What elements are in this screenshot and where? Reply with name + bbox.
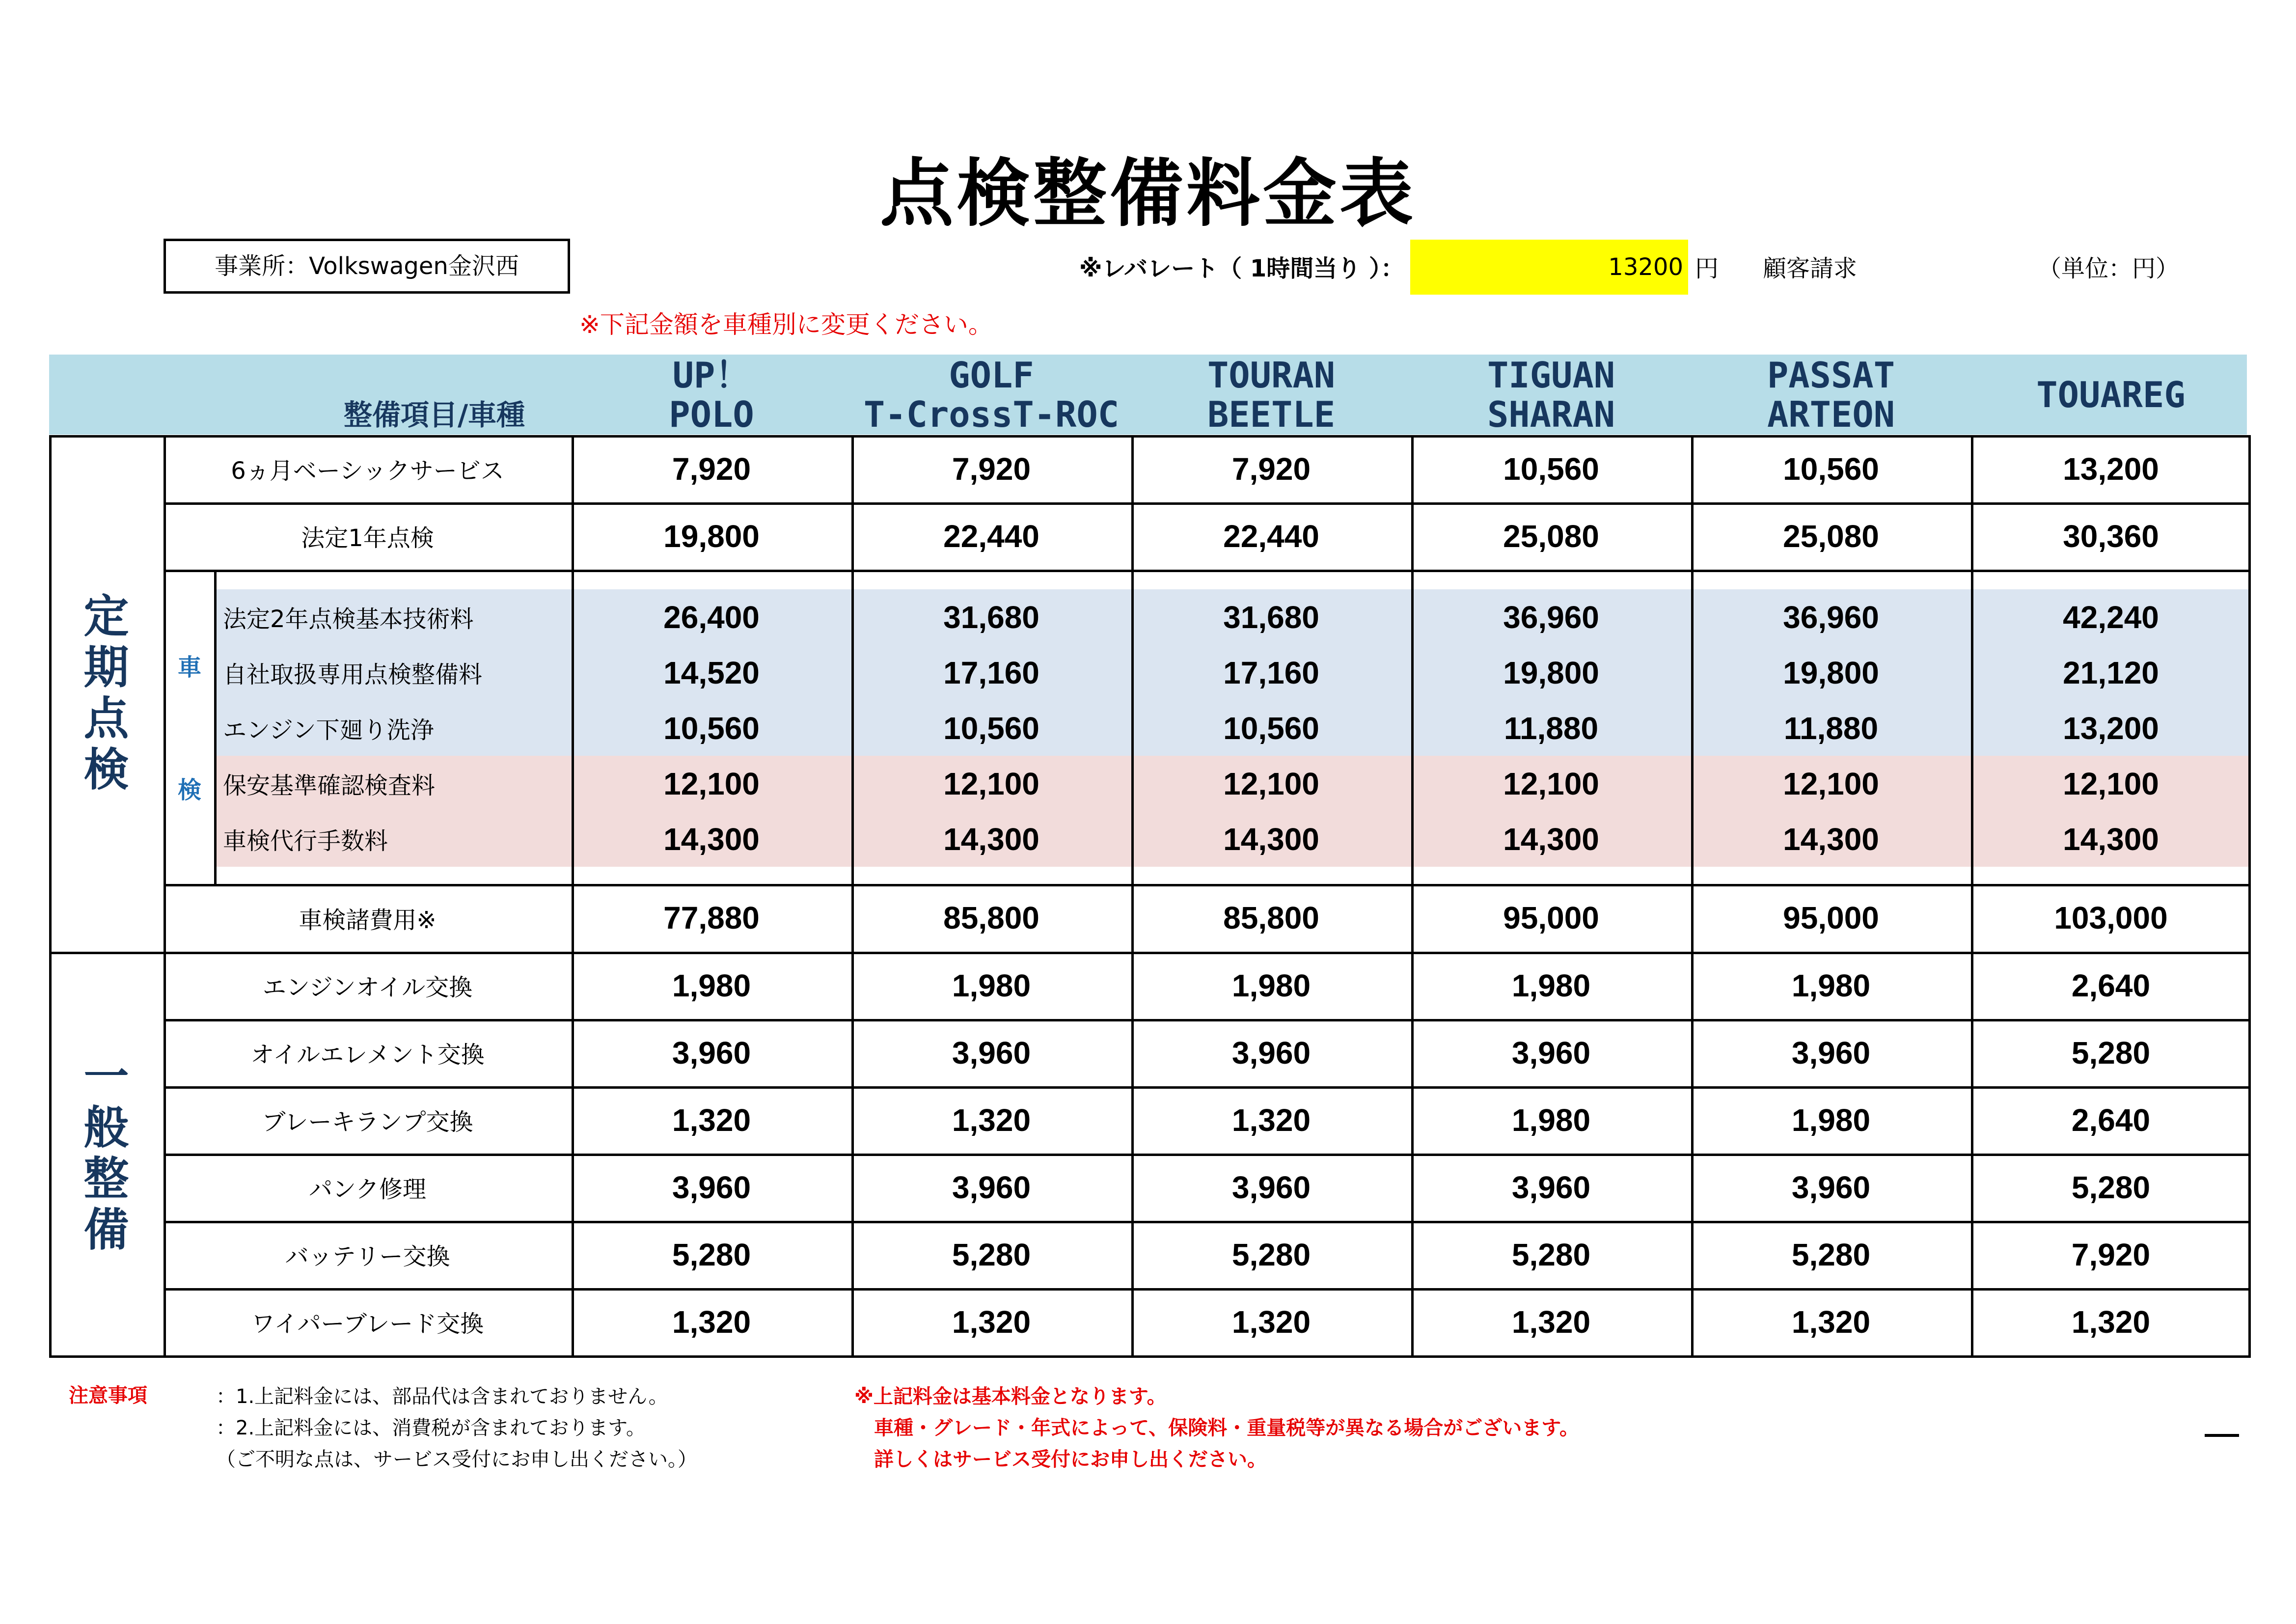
- header-item-label: 整備項目/車種: [344, 398, 525, 432]
- model-name-line1: UP！: [672, 354, 751, 396]
- grid-line: [164, 884, 2251, 886]
- price-cell: 3,960: [1511, 1169, 1591, 1205]
- price-cell: 1,980: [1511, 1102, 1591, 1138]
- price-cell: 17,160: [943, 655, 1039, 690]
- price-cell: 1,320: [1791, 1304, 1871, 1340]
- price-cell: 19,800: [1783, 655, 1879, 690]
- price-cell: 5,280: [952, 1237, 1031, 1272]
- row-label-s4: 保安基準確認検査料: [223, 772, 436, 799]
- category-char: 整: [83, 1153, 129, 1205]
- price-cell: 95,000: [1503, 900, 1599, 936]
- price-cell: 1,980: [1231, 967, 1311, 1003]
- price-cell: 12,100: [1223, 766, 1319, 801]
- price-cell: 1,980: [1791, 1102, 1871, 1138]
- unit-label: （単位：円）: [2038, 255, 2180, 282]
- price-cell: 12,100: [1503, 766, 1599, 801]
- grid-line: [2248, 435, 2251, 1355]
- price-cell: 42,240: [2063, 599, 2159, 635]
- category-char: 般: [83, 1101, 129, 1154]
- price-cell: 12,100: [663, 766, 760, 801]
- note-line: ※上記料金は基本料金となります。: [854, 1385, 1167, 1408]
- price-cell: 1,980: [1791, 967, 1871, 1003]
- model-name-line2: POLO: [669, 393, 754, 435]
- price-cell: 3,960: [1231, 1035, 1311, 1071]
- price-cell: 3,960: [1791, 1035, 1871, 1071]
- price-cell: 85,800: [943, 900, 1039, 936]
- price-cell: 14,300: [1503, 821, 1599, 857]
- price-cell: 25,080: [1783, 518, 1879, 554]
- row-label-g5: バッテリー交換: [285, 1243, 450, 1270]
- note-line: 詳しくはサービス受付にお申し出ください。: [854, 1448, 1267, 1471]
- note-line: （ご不明な点は、サービス受付にお申し出ください。）: [216, 1448, 697, 1471]
- price-cell: 3,960: [1791, 1169, 1871, 1205]
- category-char: 点: [83, 692, 129, 745]
- row-label-g2: オイルエレメント交換: [250, 1041, 485, 1069]
- notes-title: 注意事項: [69, 1384, 147, 1407]
- note-line: ：2.上記料金には、消費税が含まれております。: [216, 1417, 646, 1439]
- grid-line: [49, 1355, 2251, 1358]
- price-cell: 14,520: [663, 655, 760, 690]
- price-cell: 95,000: [1783, 900, 1879, 936]
- price-cell: 22,440: [943, 518, 1039, 554]
- price-cell: 1,320: [952, 1304, 1031, 1340]
- price-cell: 5,280: [2071, 1169, 2151, 1205]
- office-name: 事業所：Volkswagen金沢西: [164, 239, 570, 294]
- price-cell: 3,960: [952, 1035, 1031, 1071]
- price-cell: 3,960: [672, 1169, 751, 1205]
- note-line: 車種・グレード・年式によって、保険料・重量税等が異なる場合がございます。: [854, 1417, 1579, 1439]
- price-cell: 7,920: [672, 451, 751, 487]
- price-cell: 14,300: [663, 821, 760, 857]
- grid-line: [851, 435, 854, 1355]
- grid-line: [164, 570, 2251, 572]
- price-cell: 17,160: [1223, 655, 1319, 690]
- price-cell: 7,920: [952, 451, 1031, 487]
- price-cell: 31,680: [1223, 599, 1319, 635]
- grid-line: [49, 435, 2251, 438]
- row-label-s1: 法定2年点検基本技術料: [223, 606, 474, 633]
- grid-line: [572, 435, 574, 1355]
- header-model-2: [851, 355, 1131, 435]
- price-cell: 10,560: [663, 710, 760, 746]
- price-cell: 3,960: [952, 1169, 1031, 1205]
- price-cell: 13,200: [2063, 451, 2159, 487]
- header-model-1: [572, 355, 851, 435]
- row-label-g3: ブレーキランプ交換: [262, 1108, 473, 1136]
- price-cell: 12,100: [943, 766, 1039, 801]
- warning-text: ※下記金額を車種別に変更ください。: [579, 310, 993, 339]
- price-cell: 26,400: [663, 599, 760, 635]
- header-model-6: [1971, 355, 2251, 435]
- price-cell: 19,800: [1503, 655, 1599, 690]
- price-cell: 14,300: [1223, 821, 1319, 857]
- row-label-g1: エンジンオイル交換: [262, 974, 473, 1001]
- model-name-line1: TIGUAN: [1487, 354, 1615, 396]
- row-label-s5: 車検代行手数料: [223, 827, 388, 855]
- model-name-line1: TOUAREG: [2036, 374, 2186, 415]
- row-label-g4: パンク修理: [308, 1176, 427, 1203]
- row-label-r1y: 法定1年点検: [301, 524, 434, 552]
- price-cell: 85,800: [1223, 900, 1319, 936]
- price-cell: 1,980: [1511, 967, 1591, 1003]
- price-cell: 5,280: [2071, 1035, 2151, 1071]
- price-cell: 12,100: [1783, 766, 1879, 801]
- price-cell: 10,560: [1783, 451, 1879, 487]
- price-cell: 11,880: [1503, 710, 1599, 746]
- row-label-fees: 車検諸費用※: [299, 906, 437, 934]
- price-cell: 1,320: [672, 1102, 751, 1138]
- grid-line: [49, 435, 52, 1355]
- price-cell: 14,300: [2063, 821, 2159, 857]
- row-label-r6m: 6ヵ月ベーシックサービス: [231, 457, 504, 485]
- price-cell: 22,440: [1223, 518, 1319, 554]
- price-cell: 1,320: [2071, 1304, 2151, 1340]
- note-line: ：1.上記料金には、部品代は含まれておりません。: [216, 1385, 668, 1408]
- price-cell: 3,960: [1511, 1035, 1591, 1071]
- grid-line: [1411, 435, 1414, 1355]
- price-cell: 19,800: [663, 518, 760, 554]
- model-name-line2: ARTEON: [1767, 393, 1895, 435]
- grid-line: [164, 502, 2251, 505]
- price-cell: 3,960: [1231, 1169, 1311, 1205]
- category-char: 検: [83, 743, 129, 796]
- notes-left: [216, 1381, 697, 1475]
- header-model-5: [1691, 355, 1971, 435]
- price-cell: 5,280: [1231, 1237, 1311, 1272]
- price-cell: 1,980: [672, 967, 751, 1003]
- row-label-s2: 自社取扱専用点検整備料: [223, 661, 483, 688]
- grid-line: [164, 1019, 2251, 1021]
- price-cell: 1,980: [952, 967, 1031, 1003]
- grid-line: [214, 570, 217, 884]
- grid-line: [1691, 435, 1694, 1355]
- grid-line: [1131, 435, 1134, 1355]
- model-name-line1: PASSAT: [1767, 354, 1895, 396]
- row-label-s3: エンジン下廻り洗浄: [223, 716, 434, 744]
- price-cell: 36,960: [1503, 599, 1599, 635]
- category-char: 一: [83, 1050, 129, 1103]
- grid-line: [1971, 435, 1973, 1355]
- price-cell: 3,960: [672, 1035, 751, 1071]
- price-cell: 5,280: [672, 1237, 751, 1272]
- page-title: 点検整備料金表: [879, 151, 1416, 237]
- category-teiki-tenken: [49, 435, 164, 952]
- grid-line: [164, 435, 166, 1355]
- price-cell: 14,300: [943, 821, 1039, 857]
- price-cell: 10,560: [1503, 451, 1599, 487]
- price-cell: 11,880: [1783, 710, 1879, 746]
- price-cell: 77,880: [663, 900, 760, 936]
- price-cell: 21,120: [2063, 655, 2159, 690]
- grid-line: [164, 1154, 2251, 1156]
- category-shaken-2: 検: [177, 776, 201, 804]
- price-cell: 12,100: [2063, 766, 2159, 801]
- price-cell: 2,640: [2071, 1102, 2151, 1138]
- model-name-line1: TOURAN: [1207, 354, 1336, 396]
- row-label-g6: ワイパーブレード交換: [251, 1310, 484, 1338]
- price-cell: 30,360: [2063, 518, 2159, 554]
- header-model-3: [1131, 355, 1411, 435]
- category-char: 期: [83, 641, 129, 694]
- notes-right: [854, 1381, 1579, 1475]
- price-cell: 10,560: [943, 710, 1039, 746]
- model-name-line2: T-CrossT-ROC: [863, 393, 1120, 435]
- category-ippan-seibi: [49, 952, 164, 1355]
- category-shaken-1: 車: [177, 654, 201, 681]
- price-cell: 13,200: [2063, 710, 2159, 746]
- price-cell: 10,560: [1223, 710, 1319, 746]
- price-cell: 1,320: [1231, 1304, 1311, 1340]
- model-name-line2: SHARAN: [1487, 393, 1615, 435]
- price-cell: 2,640: [2071, 967, 2151, 1003]
- price-cell: 1,320: [1511, 1304, 1591, 1340]
- labor-rate-unit: 円: [1695, 255, 1719, 282]
- price-cell: 5,280: [1511, 1237, 1591, 1272]
- labor-rate-label: ※レバレート（ 1時間当り ）：: [1079, 255, 1404, 282]
- category-char: 備: [83, 1204, 129, 1256]
- price-cell: 36,960: [1783, 599, 1879, 635]
- grid-line: [164, 1221, 2251, 1223]
- grid-line: [164, 952, 2251, 954]
- price-cell: 31,680: [943, 599, 1039, 635]
- price-cell: 1,320: [672, 1304, 751, 1340]
- category-char: 定: [83, 590, 129, 643]
- price-cell: 7,920: [2071, 1237, 2151, 1272]
- grid-line: [164, 1086, 2251, 1089]
- labor-rate-note: 顧客請求: [1763, 255, 1858, 282]
- dash-mark: [2205, 1434, 2239, 1437]
- price-cell: 1,320: [1231, 1102, 1311, 1138]
- price-cell: 14,300: [1783, 821, 1879, 857]
- price-cell: 103,000: [2054, 900, 2168, 936]
- price-cell: 25,080: [1503, 518, 1599, 554]
- labor-rate-value[interactable]: 13200: [1410, 240, 1688, 295]
- grid-line: [164, 1288, 2251, 1291]
- price-cell: 1,320: [952, 1102, 1031, 1138]
- model-name-line2: BEETLE: [1207, 393, 1336, 435]
- price-cell: 7,920: [1231, 451, 1311, 487]
- price-cell: 5,280: [1791, 1237, 1871, 1272]
- header-model-4: [1411, 355, 1691, 435]
- model-name-line1: GOLF: [949, 354, 1034, 396]
